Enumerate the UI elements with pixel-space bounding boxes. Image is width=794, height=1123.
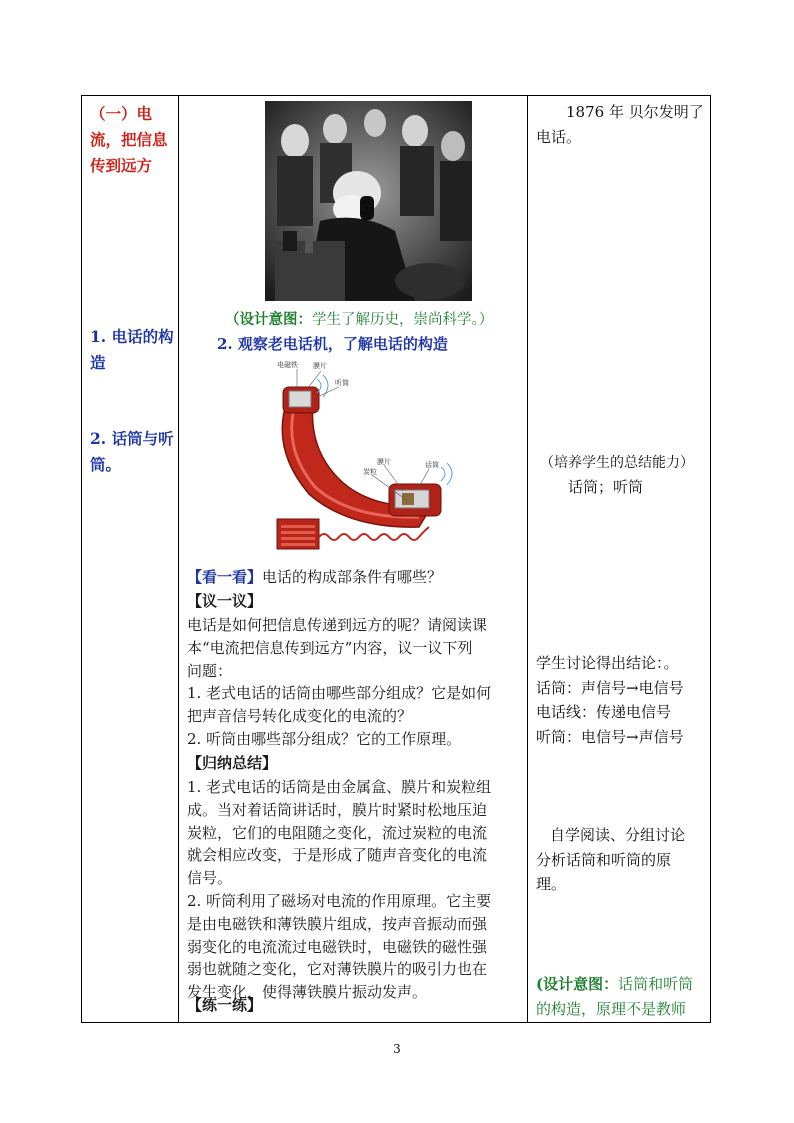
summary-text: 1. 老式电话的话筒是由金属盒、膜片和炭粒组 成。当对着话筒讲话时，膜片时紧时松地压迫 炭粒，它们的电阻随之变化，流过炭粒的电流 就会相应改变，于是形成了随声音变化的电流 信号。 2. 听筒利用了磁场对电流的作用原理。它主要 是由电磁铁和薄铁膜片组成，按声音振动而强 弱变化的电流流过电磁铁时，电磁铁的磁性强 弱也就随之变化，它对薄铁膜片的吸引力也在 发生变化，使得薄铁膜片振动发声。 — [187, 778, 492, 1002]
observe-heading: 2. 观察老电话机，了解电话的构造 — [217, 335, 448, 353]
self-study-block: 自学阅读、分组讨论 分析话筒和听筒的原 理。 — [536, 826, 686, 893]
label-receiver: 听筒 — [335, 379, 349, 387]
discuss-tag: 【议一议】 — [187, 592, 263, 610]
label-diaphragm-mid: 膜片 — [377, 458, 391, 466]
conclusion-block: 学生讨论得出结论：。 话筒：声信号→电信号 电话线：传递电信号 听筒：电信号→声信号 — [536, 654, 684, 746]
look-line: 【看一看】电话的构成部条件有哪些？ — [187, 568, 443, 586]
left-column — [82, 96, 178, 1022]
page-number: 3 — [393, 1042, 401, 1056]
structure-heading: 1. 电话的构 造 — [90, 327, 174, 372]
design-intent-2: (设计意图：话筒和听筒 的构造，原理不是教师 — [536, 975, 694, 1018]
right-column — [528, 96, 712, 1022]
practice-tag: 【练一练】 — [187, 996, 263, 1014]
ability-note: （培养学生的总结能力） — [540, 455, 694, 471]
label-electromagnet: 电磁铁 — [277, 361, 298, 369]
discuss-text: 电话是如何把信息传递到远方的呢？请阅读课 本“电流把信息传到远方”内容，议一议下列 问题： 1. 老式电话的话筒由哪些部分组成？它是如何 把声音信号转化成变化的电流的？ 2. 听筒由哪些部分组成？它的工作原理。 — [187, 616, 492, 748]
label-diaphragm-top: 膜片 — [313, 362, 327, 370]
mic-heading: 2. 话筒与听 筒。 — [90, 429, 174, 474]
ability-answer: 话筒；听筒 — [568, 478, 644, 496]
telephone-diagram — [269, 359, 469, 559]
section-title: （一）电 流，把信息 传到远方 — [90, 104, 168, 175]
design-intent-1: （设计意图：学生了解历史，崇尚科学。） — [225, 311, 494, 328]
bell-note: 1876 年 贝尔发明了 电话。 — [536, 103, 704, 146]
label-mouthpiece: 话筒 — [425, 461, 439, 469]
summary-tag: 【归纳总结】 — [187, 754, 278, 772]
middle-column — [179, 96, 527, 1022]
label-carbon: 炭粒 — [363, 468, 377, 476]
bell-photo — [265, 101, 472, 301]
lesson-table — [81, 95, 711, 1023]
